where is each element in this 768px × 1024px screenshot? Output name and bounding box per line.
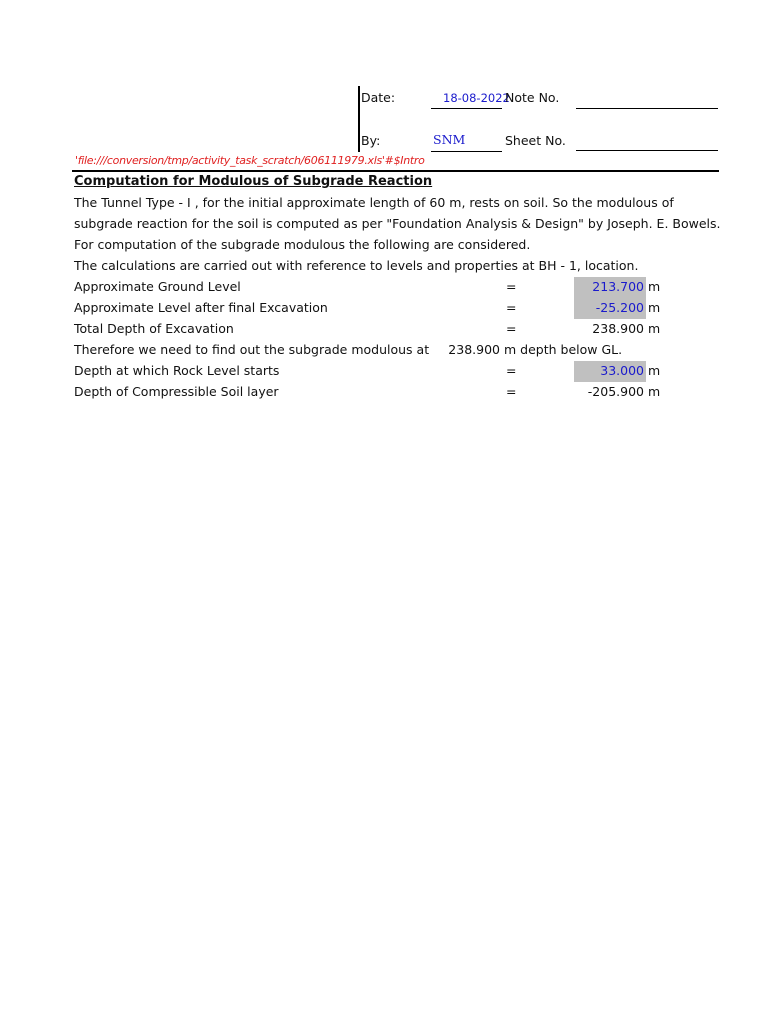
- file-link[interactable]: 'file:///conversion/tmp/activity_task_scratch/606111979.xls'#$Intro: [75, 154, 425, 167]
- row-label-total-depth: Total Depth of Excavation: [74, 321, 234, 336]
- row-label-compressible-soil: Depth of Compressible Soil layer: [74, 384, 279, 399]
- sheet-underline: [576, 150, 718, 151]
- by-value: SNM: [433, 132, 466, 147]
- unit: m: [648, 321, 661, 336]
- sheet-label: Sheet No.: [505, 133, 566, 148]
- row-equals: =: [506, 321, 517, 336]
- unit: m: [648, 384, 661, 399]
- value-ground-level: 213.700: [592, 279, 644, 294]
- value-rock-level: 33.000: [600, 363, 644, 378]
- find-depth-suffix: m depth below GL.: [504, 342, 623, 357]
- note-label: Note No.: [505, 90, 560, 105]
- row-equals: =: [506, 279, 517, 294]
- row-equals: =: [506, 384, 517, 399]
- value-find-depth: 238.900: [448, 342, 500, 357]
- by-underline: [431, 151, 502, 152]
- header-divider: [358, 86, 360, 152]
- unit: m: [648, 363, 661, 378]
- row-equals: =: [506, 363, 517, 378]
- row-label-ground-level: Approximate Ground Level: [74, 279, 241, 294]
- page-title: Computation for Modulous of Subgrade Reaction: [74, 174, 433, 189]
- value-total-depth: 238.900: [592, 321, 644, 336]
- paragraph-line: For computation of the subgrade modulous the following are considered.: [74, 237, 531, 252]
- unit: m: [648, 300, 661, 315]
- title-rule: [72, 170, 719, 172]
- date-underline: [431, 108, 502, 109]
- by-label: By:: [361, 133, 381, 148]
- row-equals: =: [506, 300, 517, 315]
- date-value: 18-08-2022: [443, 91, 510, 105]
- date-label: Date:: [361, 90, 396, 105]
- paragraph-line: subgrade reaction for the soil is computed as per "Foundation Analysis & Design" by Joseph. E. Bowels.: [74, 216, 721, 231]
- value-excavation-level: -25.200: [595, 300, 644, 315]
- value-compressible-soil: -205.900: [587, 384, 644, 399]
- row-label-find-depth: Therefore we need to find out the subgrade modulous at: [74, 342, 430, 357]
- note-underline: [576, 108, 718, 109]
- row-label-excavation-level: Approximate Level after final Excavation: [74, 300, 328, 315]
- row-label-rock-level: Depth at which Rock Level starts: [74, 363, 280, 378]
- paragraph-line: The calculations are carried out with reference to levels and properties at BH - 1, location.: [74, 258, 639, 273]
- paragraph-line: The Tunnel Type - I , for the initial approximate length of 60 m, rests on soil. So the modulous of: [74, 195, 674, 210]
- unit: m: [648, 279, 661, 294]
